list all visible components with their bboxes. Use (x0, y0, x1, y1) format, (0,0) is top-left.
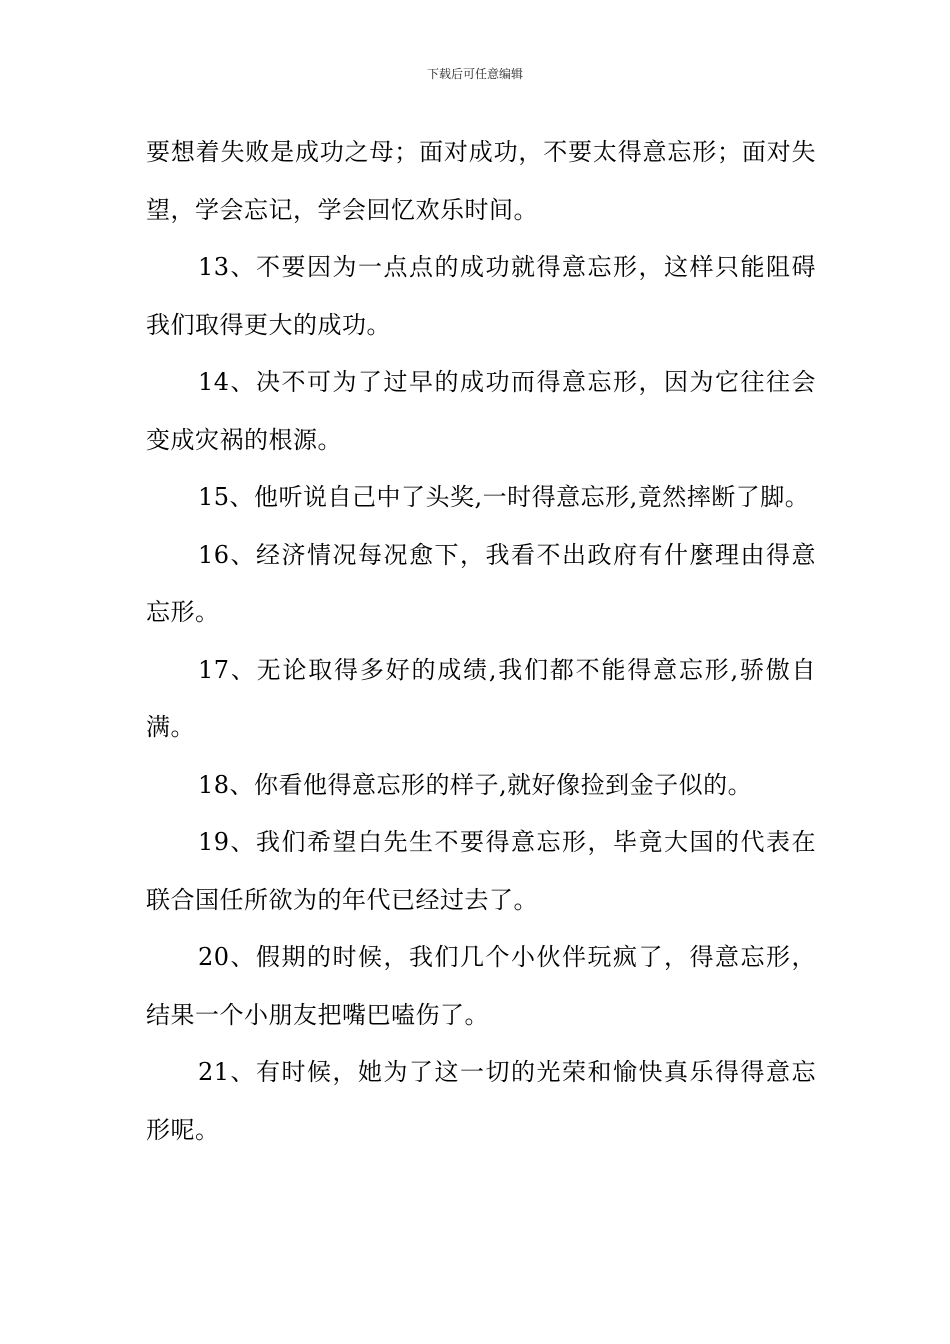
paragraph-19: 19、我们希望白先生不要得意忘形，毕竟大国的代表在联合国任所欲为的年代已经过去了。 (146, 828, 816, 914)
document-body (146, 124, 816, 1159)
paragraph-16: 16、经济情况每况愈下，我看不出政府有什麼理由得意忘形。 (146, 540, 816, 626)
page-header: 下载后可任意编辑 (426, 67, 523, 81)
paragraph-14: 14、决不可为了过早的成功而得意忘形，因为它往往会变成灾祸的根源。 (146, 368, 816, 454)
paragraph-18: 18、你看他得意忘形的样子,就好像捡到金子似的。 (198, 770, 753, 799)
paragraph-13: 13、不要因为一点点的成功就得意忘形，这样只能阻碍我们取得更大的成功。 (146, 253, 816, 339)
paragraph-15: 15、他听说自己中了头奖,一时得意忘形,竟然摔断了脚。 (198, 483, 810, 511)
paragraph-20: 20、假期的时候，我们几个小伙伴玩疯了，得意忘形，结果一个小朋友把嘴巴嗑伤了。 (146, 943, 816, 1029)
paragraph-1: 要想着失败是成功之母；面对成功，不要太得意忘形；面对失望，学会忘记，学会回忆欢乐时间。 (146, 138, 816, 224)
paragraph-21: 21、有时候，她为了这一切的光荣和愉快真乐得得意忘形呢。 (146, 1058, 816, 1144)
paragraph-17: 17、无论取得多好的成绩,我们都不能得意忘形,骄傲自满。 (146, 655, 816, 741)
